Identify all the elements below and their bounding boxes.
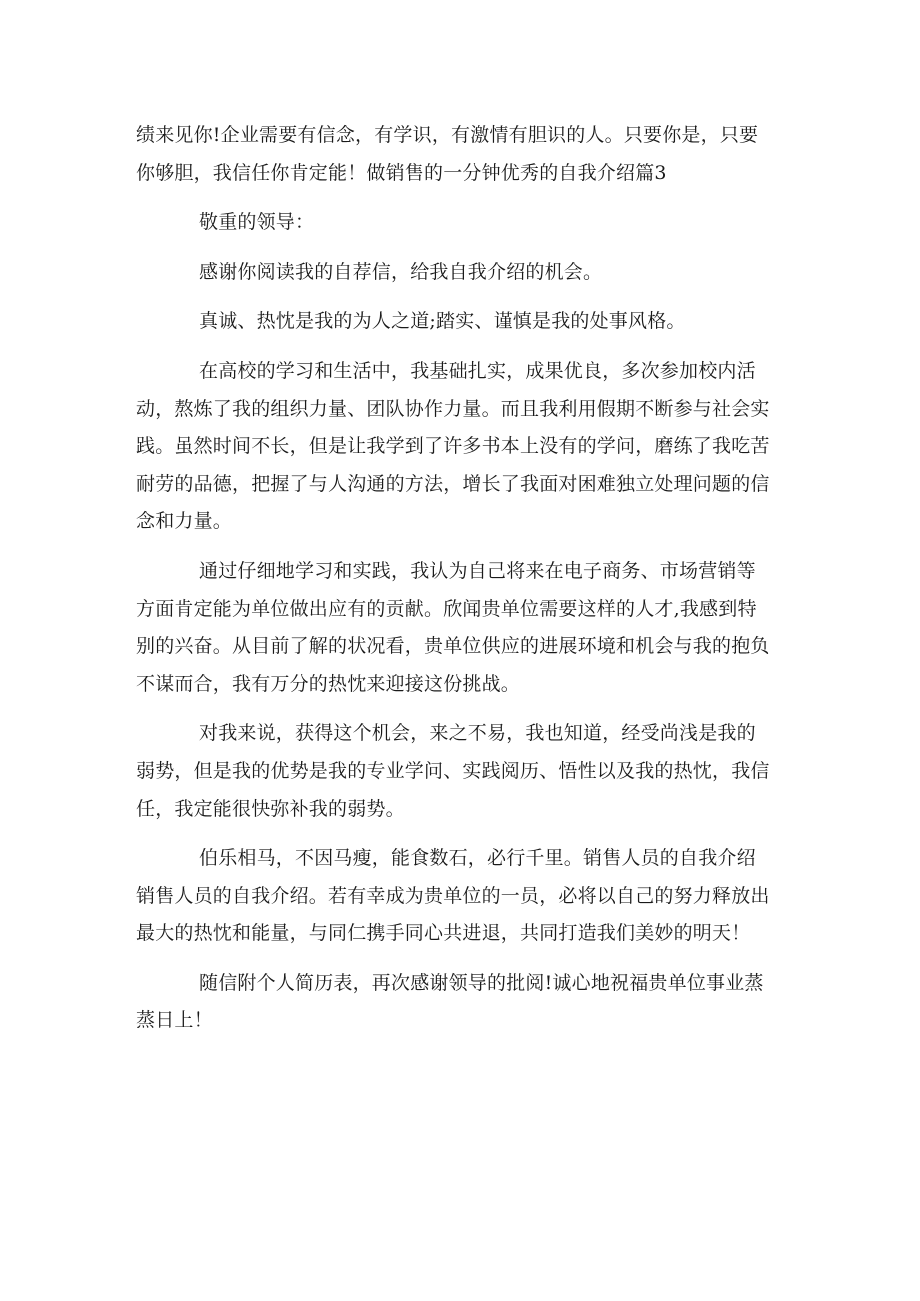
paragraph-gap — [136, 291, 796, 303]
text-line: 方面肯定能为单位做出应有的贡献。欣闻贵单位需要这样的人才,我感到特 — [136, 597, 757, 620]
text-line: 感谢你阅读我的自荐信，给我自我介绍的机会。 — [199, 260, 603, 283]
paragraph-gap — [136, 828, 796, 840]
text-line: 不谋而合，我有万分的热忱来迎接这份挑战。 — [136, 672, 521, 695]
text-line: 随信附个人简历表，再次感谢领导的批阅!诚心地祝福贵单位事业蒸 — [199, 971, 764, 994]
text-line: 绩来见你!企业需要有信念，有学识，有激情有胆识的人。只要你是，只要 — [136, 124, 759, 146]
text-line: 真诚、热忱是我的为人之道;踏实、谨慎是我的处事风格。 — [199, 310, 686, 333]
text-line: 任，我定能很快弥补我的弱势。 — [136, 797, 405, 820]
text-line: 动，熬炼了我的组织力量、团队协作力量。而且我利用假期不断参与社会实 — [136, 397, 770, 420]
text-line: 践。虽然时间不长，但是让我学到了许多书本上没有的学问，磨练了我吃苦 — [136, 435, 770, 458]
text-line: 你够胆，我信任你肯定能！做销售的一分钟优秀的自我介绍篇3 — [136, 161, 667, 184]
text-line: 伯乐相马，不因马瘦，能食数石，必行千里。销售人员的自我介绍 — [199, 847, 756, 870]
text-line: 最大的热忱和能量，与同仁携手同心共进退，共同打造我们美妙的明天！ — [136, 922, 751, 945]
text-line: 耐劳的品德，把握了与人沟通的方法，增长了我面对困难独立处理问题的信 — [136, 472, 770, 495]
paragraph-gap — [136, 703, 796, 715]
text-line: 别的兴奋。从目前了解的状况看，贵单位供应的进展环境和机会与我的抱负 — [136, 635, 770, 658]
text-line: 销售人员的自我介绍。若有幸成为贵单位的一员，必将以自己的努力释放出 — [136, 884, 770, 907]
text-line: 对我来说，获得这个机会，来之不易，我也知道，经受尚浅是我的 — [199, 722, 756, 745]
text-line: 念和力量。 — [136, 510, 233, 533]
text-line: 在高校的学习和生活中，我基础扎实，成果优良，多次参加校内活 — [199, 359, 756, 382]
paragraph-gap — [136, 541, 796, 553]
paragraph-gap — [136, 953, 796, 965]
paragraph-gap — [136, 341, 796, 353]
text-line: 蒸日上！ — [136, 1009, 213, 1032]
text-line: 敬重的领导： — [199, 211, 315, 234]
paragraph-gap — [136, 192, 796, 204]
document-body — [136, 117, 796, 1040]
text-line: 通过仔细地学习和实践，我认为自己将来在电子商务、市场营销等 — [199, 559, 756, 582]
paragraph-gap — [136, 242, 796, 254]
text-line: 弱势，但是我的优势是我的专业学问、实践阅历、悟性以及我的热忱，我信 — [136, 759, 770, 782]
